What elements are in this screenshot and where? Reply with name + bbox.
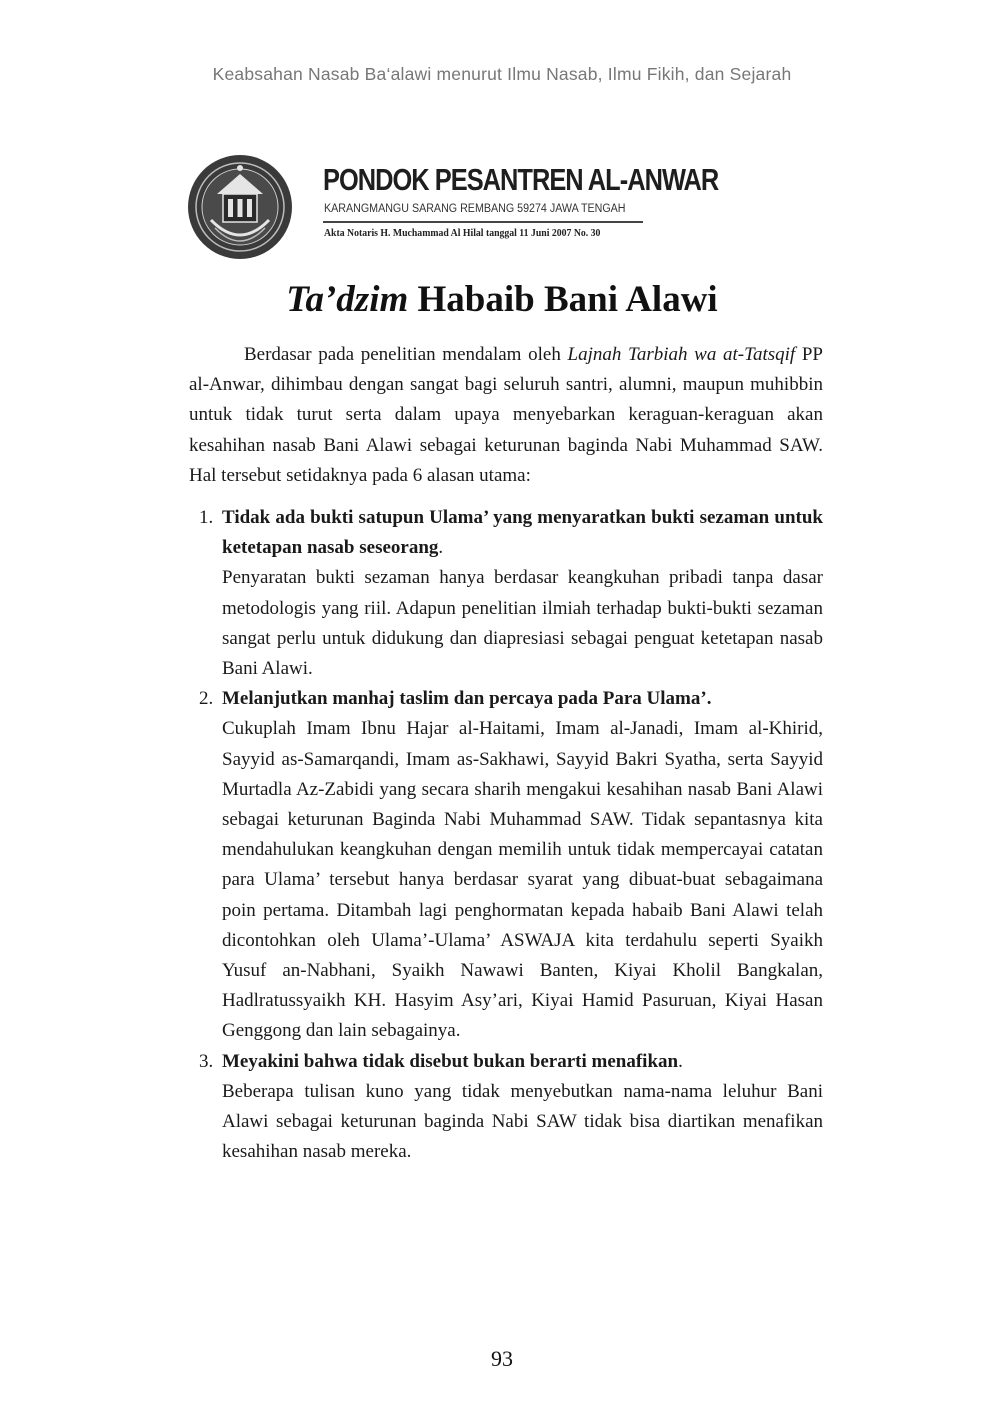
item-heading-text: Tidak ada bukti satupun Ulama’ yang menyaratkan bukti sezaman untuk ketetapan nasab seseorang — [222, 507, 823, 559]
page-number: 93 — [491, 1346, 513, 1371]
item-body: Beberapa tulisan kuno yang tidak menyebutkan nama-nama leluhur Bani Alawi sebagai keturunan baginda Nabi SAW tidak bisa diartikan menafikan kesahihan nasab mereka. — [222, 1080, 823, 1163]
org-notary-line: Akta Notaris H. Muchammad Al Hilal tanggal 11 Juni 2007 No. 30 — [324, 228, 601, 239]
body-text — [189, 340, 823, 1167]
org-name: PONDOK PESANTREN AL-ANWAR — [323, 162, 719, 197]
item-body: Penyaratan bukti sezaman hanya berdasar keangkuhan pribadi tanpa dasar metodologis yang riil. Adapun penelitian ilmiah terhadap bukti-bukti sezaman sangat perlu untuk didukung dan diapresiasi sebagai penguat ketetapan nasab Bani Alawi. — [222, 567, 823, 680]
item-heading-end: . — [438, 537, 444, 559]
item-heading — [222, 684, 823, 714]
title-italic: Ta’dzim — [286, 279, 409, 320]
item-number: 2. — [199, 688, 214, 710]
item-heading-end: . — [706, 688, 712, 710]
item-heading — [222, 1047, 823, 1077]
intro-italic-term: Lajnah Tarbiah wa at-Tatsqif — [567, 344, 796, 365]
intro-part1: Berdasar pada penelitian mendalam oleh — [244, 344, 568, 365]
list-item — [189, 503, 823, 684]
letterhead — [187, 152, 719, 262]
list-item — [189, 1047, 823, 1168]
item-heading-end: . — [678, 1050, 683, 1072]
item-heading-text: Meyakini bahwa tidak disebut bukan berarti menafikan — [222, 1050, 679, 1072]
title-rest: Habaib Bani Alawi — [408, 279, 718, 320]
intro-paragraph — [189, 340, 823, 491]
intro-part2: PP al-Anwar, dihimbau dengan sangat bagi seluruh santri, alumni, maupun muhibbin untuk tidak turut serta dalam upaya menyebarkan keraguan-keraguan akan kesahihan nasab Bani Alawi sebagai keturunan baginda Nabi Muhammad SAW. Hal tersebut setidaknya pada 6 alasan utama: — [189, 344, 823, 486]
letterhead-divider — [323, 221, 643, 223]
reasons-list — [189, 503, 823, 1167]
list-item — [189, 684, 823, 1046]
running-header: Keabsahan Nasab Ba‘alawi menurut Ilmu Nasab, Ilmu Fikih, dan Sejarah — [212, 64, 792, 84]
item-heading — [222, 503, 823, 563]
item-body: Cukuplah Imam Ibnu Hajar al-Haitami, Imam al-Janadi, Imam al-Khirid, Sayyid as-Samarqandi, Imam as-Sakhawi, Sayyid Bakri Syatha, serta Sayyid Murtadla Az-Zabidi yang secara sharih mengakui kesahihan nasab Bani Alawi sebagai keturunan Baginda Nabi Muhammad SAW. Tidak sepantasnya kita mendahulukan keangkuhan dengan memilih untuk tidak mempercayai catatan para Ulama’ tersebut hanya berdasar syarat yang dibuat-buat sebagaimana poin pertama. Ditambah lagi penghormatan kepada habaib Bani Alawi telah dicontohkan oleh Ulama’-Ulama’ ASWAJA kita terdahulu seperti Syaikh Yusuf an-Nabhani, Syaikh Nawawi Banten, Kiyai Kholil Bangkalan, Hadlratussyaikh KH. Hasyim Asy’ari, Kiyai Hamid Pasuruan, Kiyai Hasan Genggong dan lain sebagainya. — [222, 718, 823, 1042]
document-title — [0, 278, 1004, 321]
org-address: KARANGMANGU SARANG REMBANG 59274 JAWA TENGAH — [324, 203, 626, 215]
pesantren-logo-icon — [187, 154, 293, 260]
item-heading-text: Melanjutkan manhaj taslim dan percaya pada Para Ulama’ — [222, 688, 707, 710]
item-number: 3. — [199, 1050, 214, 1072]
item-number: 1. — [199, 507, 214, 529]
